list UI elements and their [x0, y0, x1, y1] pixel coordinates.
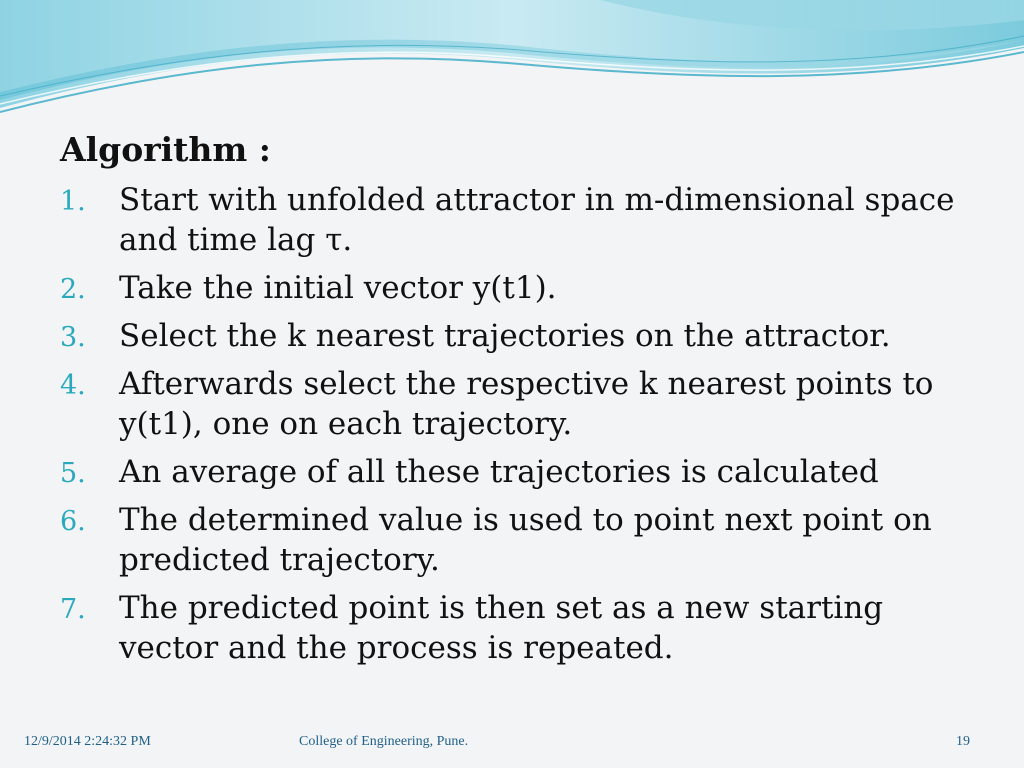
step-text: The determined value is used to point next point on predicted trajectory.	[119, 502, 932, 578]
list-item	[60, 452, 990, 492]
step-text: Take the initial vector y(t1).	[119, 270, 557, 306]
step-text: Afterwards select the respective k nearest points to y(t1), one on each trajectory.	[119, 366, 934, 442]
list-item	[60, 268, 990, 308]
list-item	[60, 500, 990, 580]
step-number: 7.	[60, 594, 86, 625]
step-number: 1.	[60, 186, 86, 217]
header-wave-decoration	[0, 0, 1024, 120]
step-number: 4.	[60, 370, 86, 401]
step-text: Select the k nearest trajectories on the attractor.	[119, 318, 891, 354]
slide-number: 19	[956, 734, 970, 749]
footer-organization: College of Engineering, Pune.	[299, 734, 469, 749]
step-number: 6.	[60, 506, 86, 537]
step-text: An average of all these trajectories is calculated	[119, 454, 879, 490]
step-text: The predicted point is then set as a new starting vector and the process is repeated.	[119, 590, 884, 666]
footer-date: 12/9/2014 2:24:32 PM	[24, 734, 151, 749]
step-number: 2.	[60, 274, 86, 305]
list-item	[60, 180, 990, 260]
list-item	[60, 316, 990, 356]
list-item	[60, 588, 990, 668]
slide-heading: Algorithm :	[60, 130, 271, 169]
step-text: Start with unfolded attractor in m-dimensional space and time lag τ.	[119, 182, 955, 258]
step-number: 5.	[60, 458, 86, 489]
algorithm-steps-list	[60, 180, 990, 668]
slide-content	[60, 128, 990, 668]
list-item	[60, 364, 990, 444]
step-number: 3.	[60, 322, 86, 353]
